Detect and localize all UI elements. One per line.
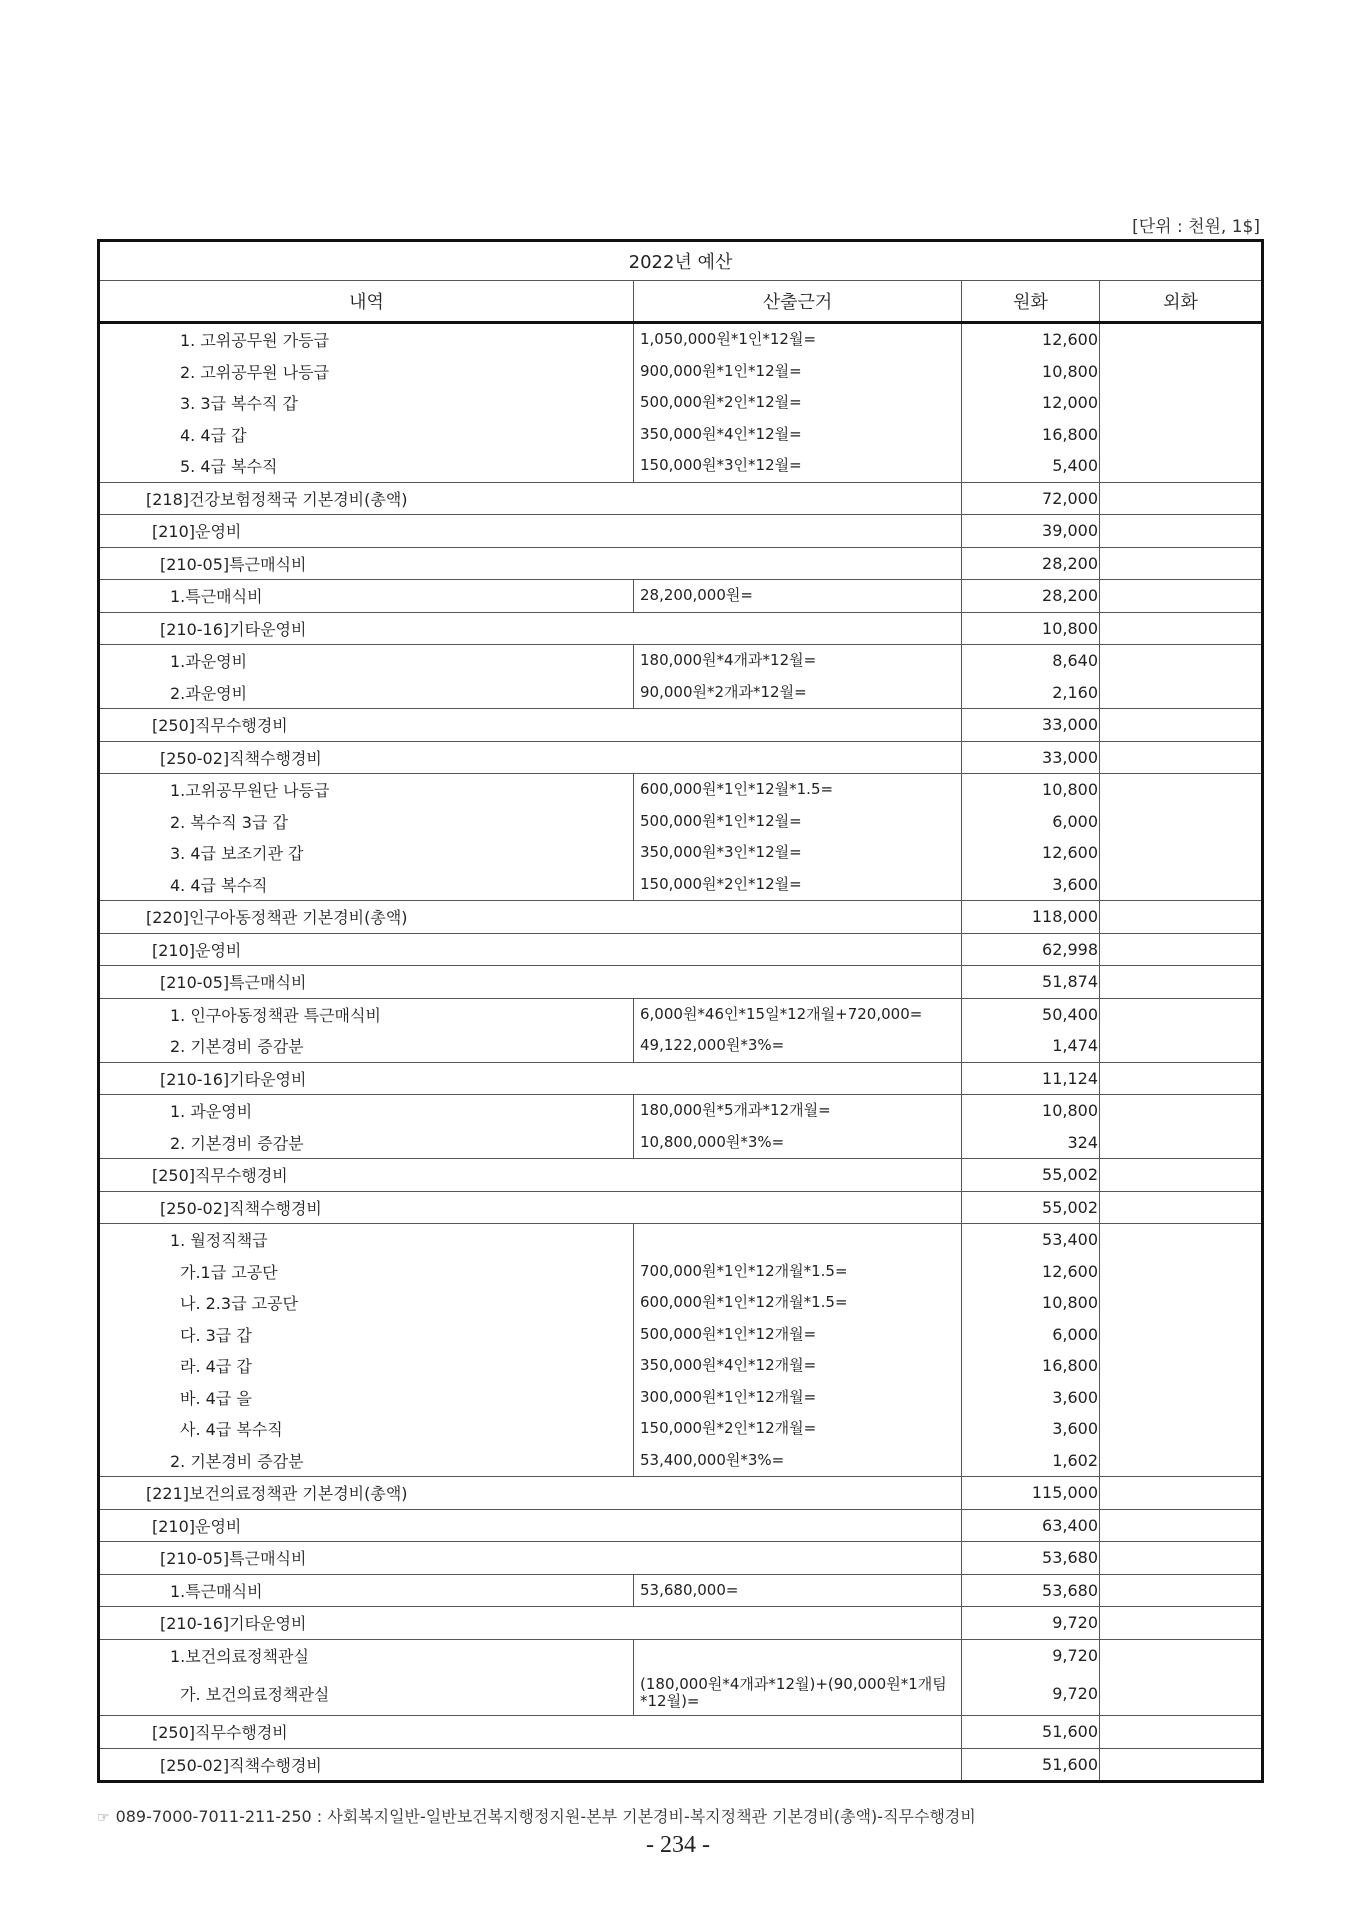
row-fx-amount bbox=[1100, 1319, 1263, 1351]
row-fx-amount bbox=[1100, 1030, 1263, 1062]
row-description: 4. 4급 복수직 bbox=[170, 875, 268, 895]
row-fx-amount bbox=[1100, 933, 1263, 966]
row-fx-amount bbox=[1100, 1095, 1263, 1127]
row-description: 가. 보건의료정책관실 bbox=[180, 1684, 330, 1704]
row-description: 사. 4급 복수직 bbox=[180, 1420, 283, 1440]
row-krw-amount: 55,002 bbox=[962, 1159, 1100, 1192]
row-fx-amount bbox=[1100, 482, 1263, 515]
table-header-row bbox=[99, 281, 1263, 323]
row-basis: 28,200,000원= bbox=[634, 580, 962, 613]
row-basis: 10,800,000원*3%= bbox=[634, 1127, 962, 1159]
row-fx-amount bbox=[1100, 645, 1263, 677]
table-title: 2022년 예산 bbox=[99, 241, 1263, 281]
row-krw-amount: 53,400 bbox=[962, 1224, 1100, 1256]
row-description: 2.과운영비 bbox=[170, 683, 248, 703]
row-krw-amount: 16,800 bbox=[962, 419, 1100, 451]
section-row bbox=[99, 515, 1263, 548]
row-krw-amount: 12,000 bbox=[962, 387, 1100, 419]
row-krw-amount: 39,000 bbox=[962, 515, 1100, 548]
row-krw-amount: 9,720 bbox=[962, 1671, 1100, 1716]
row-krw-amount: 10,800 bbox=[962, 1095, 1100, 1127]
header-fx: 외화 bbox=[1100, 281, 1263, 323]
row-description: 2. 기본경비 증감분 bbox=[170, 1037, 304, 1057]
row-basis: 53,400,000원*3%= bbox=[634, 1445, 962, 1477]
row-fx-amount bbox=[1100, 323, 1263, 356]
item-row bbox=[99, 774, 1263, 806]
row-description: [210]운영비 bbox=[99, 933, 962, 966]
row-krw-amount: 1,474 bbox=[962, 1030, 1100, 1062]
row-description: 2. 기본경비 증감분 bbox=[170, 1451, 304, 1471]
row-fx-amount bbox=[1100, 998, 1263, 1030]
row-fx-amount bbox=[1100, 1287, 1263, 1319]
table-title-row bbox=[99, 241, 1263, 281]
row-krw-amount: 3,600 bbox=[962, 869, 1100, 901]
row-krw-amount: 10,800 bbox=[962, 612, 1100, 645]
item-row bbox=[99, 323, 1263, 356]
row-description: [218]건강보험정책국 기본경비(총액) bbox=[99, 482, 962, 515]
item-row bbox=[99, 387, 1263, 419]
row-fx-amount bbox=[1100, 1748, 1263, 1782]
row-description: 3. 4급 보조기관 갑 bbox=[170, 844, 304, 864]
row-fx-amount bbox=[1100, 869, 1263, 901]
row-basis: 350,000원*3인*12월= bbox=[634, 837, 962, 869]
row-krw-amount: 9,720 bbox=[962, 1607, 1100, 1640]
row-description: 1. 인구아동정책관 특근매식비 bbox=[99, 998, 634, 1030]
row-fx-amount bbox=[1100, 1413, 1263, 1445]
section-row bbox=[99, 1477, 1263, 1510]
row-basis: 150,000원*2인*12월= bbox=[634, 869, 962, 901]
row-description: 1.고위공무원단 나등급 bbox=[99, 774, 634, 806]
item-row bbox=[99, 1030, 1263, 1062]
row-fx-amount bbox=[1100, 450, 1263, 482]
row-description: 다. 3급 갑 bbox=[180, 1325, 252, 1345]
row-basis: (180,000원*4개과*12월)+(90,000원*1개팀*12월)= bbox=[634, 1671, 962, 1716]
row-basis: 53,680,000= bbox=[634, 1574, 962, 1607]
row-description: 4. 4급 갑 bbox=[180, 425, 247, 445]
row-description: [250-02]직책수행경비 bbox=[99, 741, 962, 774]
section-row bbox=[99, 741, 1263, 774]
section-row bbox=[99, 966, 1263, 999]
row-krw-amount: 33,000 bbox=[962, 709, 1100, 742]
row-fx-amount bbox=[1100, 1350, 1263, 1382]
row-krw-amount: 12,600 bbox=[962, 323, 1100, 356]
row-krw-amount: 51,874 bbox=[962, 966, 1100, 999]
row-description: [250-02]직책수행경비 bbox=[99, 1191, 962, 1224]
row-fx-amount bbox=[1100, 837, 1263, 869]
item-row bbox=[99, 580, 1263, 613]
section-row bbox=[99, 709, 1263, 742]
row-description: [210]운영비 bbox=[99, 515, 962, 548]
item-row bbox=[99, 1639, 1263, 1671]
row-krw-amount: 62,998 bbox=[962, 933, 1100, 966]
footnote-text: 089-7000-7011-211-250 : 사회복지일반-일반보건복지행정지원-본부 기본경비-복지정책관 기본경비(총액)-직무수행경비 bbox=[115, 1807, 976, 1826]
row-fx-amount bbox=[1100, 1159, 1263, 1192]
item-row bbox=[99, 645, 1263, 677]
row-fx-amount bbox=[1100, 901, 1263, 934]
row-fx-amount bbox=[1100, 1191, 1263, 1224]
section-row bbox=[99, 612, 1263, 645]
row-basis: 500,000원*1인*12월= bbox=[634, 806, 962, 838]
row-fx-amount bbox=[1100, 709, 1263, 742]
row-krw-amount: 28,200 bbox=[962, 547, 1100, 580]
row-basis: 900,000원*1인*12월= bbox=[634, 356, 962, 388]
section-row bbox=[99, 1191, 1263, 1224]
row-description: [250]직무수행경비 bbox=[99, 1716, 962, 1749]
section-row bbox=[99, 547, 1263, 580]
row-krw-amount: 12,600 bbox=[962, 837, 1100, 869]
item-row bbox=[99, 806, 1263, 838]
row-krw-amount: 72,000 bbox=[962, 482, 1100, 515]
row-krw-amount: 324 bbox=[962, 1127, 1100, 1159]
row-krw-amount: 9,720 bbox=[962, 1639, 1100, 1671]
item-row bbox=[99, 1574, 1263, 1607]
section-row bbox=[99, 1748, 1263, 1782]
section-row bbox=[99, 1542, 1263, 1575]
row-description: [250-02]직책수행경비 bbox=[99, 1748, 962, 1782]
row-description: 5. 4급 복수직 bbox=[180, 457, 278, 477]
row-basis: 300,000원*1인*12개월= bbox=[634, 1382, 962, 1414]
row-fx-amount bbox=[1100, 806, 1263, 838]
section-row bbox=[99, 933, 1263, 966]
row-fx-amount bbox=[1100, 741, 1263, 774]
row-krw-amount: 6,000 bbox=[962, 806, 1100, 838]
row-krw-amount: 53,680 bbox=[962, 1574, 1100, 1607]
section-row bbox=[99, 1716, 1263, 1749]
row-description: [221]보건의료정책관 기본경비(총액) bbox=[99, 1477, 962, 1510]
row-basis: 600,000원*1인*12월*1.5= bbox=[634, 774, 962, 806]
row-fx-amount bbox=[1100, 1607, 1263, 1640]
row-description: [210-05]특근매식비 bbox=[99, 1542, 962, 1575]
item-row bbox=[99, 356, 1263, 388]
row-krw-amount: 11,124 bbox=[962, 1062, 1100, 1095]
item-row bbox=[99, 419, 1263, 451]
row-description: 1.특근매식비 bbox=[99, 580, 634, 613]
row-fx-amount bbox=[1100, 1382, 1263, 1414]
row-fx-amount bbox=[1100, 774, 1263, 806]
row-fx-amount bbox=[1100, 1477, 1263, 1510]
row-fx-amount bbox=[1100, 1542, 1263, 1575]
row-krw-amount: 55,002 bbox=[962, 1191, 1100, 1224]
row-basis: 180,000원*5개과*12개월= bbox=[634, 1095, 962, 1127]
row-fx-amount bbox=[1100, 677, 1263, 709]
row-fx-amount bbox=[1100, 1671, 1263, 1716]
row-krw-amount: 53,680 bbox=[962, 1542, 1100, 1575]
item-row bbox=[99, 1287, 1263, 1319]
row-fx-amount bbox=[1100, 1639, 1263, 1671]
row-krw-amount: 50,400 bbox=[962, 998, 1100, 1030]
row-fx-amount bbox=[1100, 419, 1263, 451]
row-fx-amount bbox=[1100, 1716, 1263, 1749]
item-row bbox=[99, 1127, 1263, 1159]
row-basis: 150,000원*2인*12개월= bbox=[634, 1413, 962, 1445]
row-krw-amount: 2,160 bbox=[962, 677, 1100, 709]
row-krw-amount: 28,200 bbox=[962, 580, 1100, 613]
row-basis: 350,000원*4인*12월= bbox=[634, 419, 962, 451]
row-description: 라. 4급 갑 bbox=[180, 1357, 252, 1377]
row-fx-amount bbox=[1100, 547, 1263, 580]
row-krw-amount: 51,600 bbox=[962, 1748, 1100, 1782]
row-fx-amount bbox=[1100, 387, 1263, 419]
header-krw: 원화 bbox=[962, 281, 1100, 323]
row-krw-amount: 118,000 bbox=[962, 901, 1100, 934]
row-krw-amount: 115,000 bbox=[962, 1477, 1100, 1510]
row-krw-amount: 16,800 bbox=[962, 1350, 1100, 1382]
row-basis: 6,000원*46인*15일*12개월+720,000= bbox=[634, 998, 962, 1030]
row-description: 1.보건의료정책관실 bbox=[99, 1639, 634, 1671]
row-description: [210-05]특근매식비 bbox=[99, 966, 962, 999]
row-description: [250]직무수행경비 bbox=[99, 1159, 962, 1192]
row-description: 1.특근매식비 bbox=[99, 1574, 634, 1607]
item-row bbox=[99, 1319, 1263, 1351]
section-row bbox=[99, 1509, 1263, 1542]
row-description: 2. 고위공무원 나등급 bbox=[180, 362, 330, 382]
row-fx-amount bbox=[1100, 1256, 1263, 1288]
section-row bbox=[99, 1062, 1263, 1095]
row-description: [250]직무수행경비 bbox=[99, 709, 962, 742]
row-krw-amount: 10,800 bbox=[962, 356, 1100, 388]
row-basis: 49,122,000원*3%= bbox=[634, 1030, 962, 1062]
row-krw-amount: 51,600 bbox=[962, 1716, 1100, 1749]
item-row bbox=[99, 450, 1263, 482]
row-description: [210-16]기타운영비 bbox=[99, 1607, 962, 1640]
row-description: 1. 고위공무원 가등급 bbox=[99, 323, 634, 356]
row-basis: 700,000원*1인*12개월*1.5= bbox=[634, 1256, 962, 1288]
row-fx-amount bbox=[1100, 1445, 1263, 1477]
item-row bbox=[99, 869, 1263, 901]
row-krw-amount: 8,640 bbox=[962, 645, 1100, 677]
item-row bbox=[99, 998, 1263, 1030]
row-description: 나. 2.3급 고공단 bbox=[180, 1294, 298, 1314]
row-krw-amount: 10,800 bbox=[962, 774, 1100, 806]
row-basis: 500,000원*2인*12월= bbox=[634, 387, 962, 419]
row-krw-amount: 33,000 bbox=[962, 741, 1100, 774]
item-row bbox=[99, 1350, 1263, 1382]
item-row bbox=[99, 677, 1263, 709]
section-row bbox=[99, 482, 1263, 515]
row-description: 2. 복수직 3급 갑 bbox=[170, 812, 288, 832]
row-fx-amount bbox=[1100, 356, 1263, 388]
item-row bbox=[99, 1256, 1263, 1288]
table-body bbox=[99, 323, 1263, 1782]
row-description: 가.1급 고공단 bbox=[180, 1262, 278, 1282]
page-number: - 234 - bbox=[646, 1832, 710, 1858]
section-row bbox=[99, 901, 1263, 934]
row-fx-amount bbox=[1100, 1062, 1263, 1095]
row-fx-amount bbox=[1100, 1509, 1263, 1542]
pointing-hand-icon: ☞ bbox=[97, 1810, 110, 1826]
row-krw-amount: 5,400 bbox=[962, 450, 1100, 482]
row-basis: 350,000원*4인*12개월= bbox=[634, 1350, 962, 1382]
row-description: 2. 기본경비 증감분 bbox=[170, 1133, 304, 1153]
row-fx-amount bbox=[1100, 966, 1263, 999]
row-basis bbox=[634, 1639, 962, 1671]
row-description: [210]운영비 bbox=[99, 1509, 962, 1542]
row-krw-amount: 1,602 bbox=[962, 1445, 1100, 1477]
row-krw-amount: 3,600 bbox=[962, 1413, 1100, 1445]
row-description: [220]인구아동정책관 기본경비(총액) bbox=[99, 901, 962, 934]
row-description: 1. 과운영비 bbox=[99, 1095, 634, 1127]
row-fx-amount bbox=[1100, 1574, 1263, 1607]
header-basis: 산출근거 bbox=[634, 281, 962, 323]
row-fx-amount bbox=[1100, 515, 1263, 548]
item-row bbox=[99, 1224, 1263, 1256]
item-row bbox=[99, 1671, 1263, 1716]
item-row bbox=[99, 1382, 1263, 1414]
row-basis: 90,000원*2개과*12월= bbox=[634, 677, 962, 709]
row-basis: 150,000원*3인*12월= bbox=[634, 450, 962, 482]
row-fx-amount bbox=[1100, 580, 1263, 613]
item-row bbox=[99, 1445, 1263, 1477]
header-description: 내역 bbox=[99, 281, 634, 323]
row-krw-amount: 6,000 bbox=[962, 1319, 1100, 1351]
row-basis: 180,000원*4개과*12월= bbox=[634, 645, 962, 677]
item-row bbox=[99, 837, 1263, 869]
row-krw-amount: 10,800 bbox=[962, 1287, 1100, 1319]
row-description: 3. 3급 복수직 갑 bbox=[180, 394, 298, 414]
row-fx-amount bbox=[1100, 612, 1263, 645]
budget-table bbox=[97, 239, 1264, 1783]
row-description: 1.과운영비 bbox=[99, 645, 634, 677]
row-krw-amount: 3,600 bbox=[962, 1382, 1100, 1414]
row-description: 바. 4급 을 bbox=[180, 1388, 252, 1408]
row-basis bbox=[634, 1224, 962, 1256]
row-fx-amount bbox=[1100, 1127, 1263, 1159]
row-basis: 1,050,000원*1인*12월= bbox=[634, 323, 962, 356]
section-row bbox=[99, 1159, 1263, 1192]
row-description: [210-16]기타운영비 bbox=[99, 612, 962, 645]
row-krw-amount: 63,400 bbox=[962, 1509, 1100, 1542]
row-description: 1. 월정직책급 bbox=[99, 1224, 634, 1256]
row-description: [210-05]특근매식비 bbox=[99, 547, 962, 580]
row-krw-amount: 12,600 bbox=[962, 1256, 1100, 1288]
row-description: [210-16]기타운영비 bbox=[99, 1062, 962, 1095]
section-row bbox=[99, 1607, 1263, 1640]
item-row bbox=[99, 1095, 1263, 1127]
row-basis: 600,000원*1인*12개월*1.5= bbox=[634, 1287, 962, 1319]
item-row bbox=[99, 1413, 1263, 1445]
row-basis: 500,000원*1인*12개월= bbox=[634, 1319, 962, 1351]
footnote bbox=[97, 1804, 976, 1827]
row-fx-amount bbox=[1100, 1224, 1263, 1256]
unit-label: [단위 : 천원, 1$] bbox=[1132, 217, 1260, 237]
